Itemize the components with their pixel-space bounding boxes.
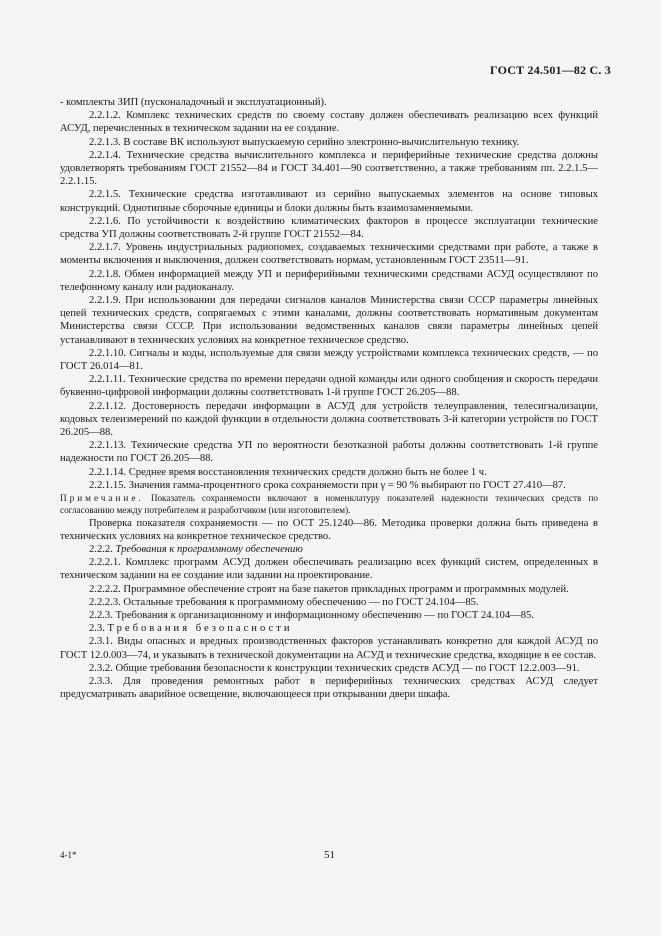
note — [60, 492, 598, 516]
paragraph: 2.2.1.12. Достоверность передачи информации в АСУД для устройств телеуправления, телесигнализации, кодовых телеизмерений по каждой функции в отдельности должна соответствовать 3-й категории устройств по ГОСТ 26.205—88. — [60, 400, 598, 439]
footer-mark: 4-1* — [60, 850, 77, 860]
paragraph: 2.2.1.4. Технические средства вычислительного комплекса и периферийные технические средства должны удовлетворять требованиям ГОСТ 21552—84 и ГОСТ 34.401—90 соответственно, а также требованиям пп. 2.2.1.5—2.2.1.15. — [60, 149, 598, 188]
note-label: Примечание. — [60, 493, 144, 504]
section-number: 2.3. — [89, 623, 108, 635]
paragraph: 2.2.3. Требования к организационному и информационному обеспечению — по ГОСТ 24.104—85. — [89, 609, 534, 621]
paragraph: 2.2.2.3. Остальные требования к программному обеспечению — по ГОСТ 24.104—85. — [89, 596, 479, 608]
note-text: Показатель сохраняемости включают в номенклатуру показателей надежности технических средств по согласованию между потребителем и разработчиком (или изготовителем). — [60, 493, 598, 516]
page-header: ГОСТ 24.501—82 С. 3 — [490, 63, 611, 77]
paragraph: 2.2.1.13. Технические средства УП по вероятности безотказной работы должны соответствовать 1-й группе надежности по ГОСТ 26.205—88. — [60, 440, 598, 465]
paragraph: 2.2.1.6. По устойчивости к воздействию климатических факторов в процессе эксплуатации технические средства УП должны соответствовать 2-й группе ГОСТ 21552—84. — [60, 215, 598, 241]
paragraph: 2.2.1.5. Технические средства изготавливают из серийно выпускаемых элементов на основе типовых конструкций. Однотипные сборочные единицы и блоки должны быть взаимозаменяемыми. — [60, 189, 598, 214]
section-heading — [60, 543, 598, 556]
paragraph: 2.2.1.10. Сигналы и коды, используемые для связи между устройствами комплекса технических средств, — по ГОСТ 26.014—81. — [60, 347, 598, 373]
body-text — [60, 96, 598, 701]
paragraph: 2.3.1. Виды опасных и вредных производственных факторов устанавливать конкретно для каждой АСУД по ГОСТ 12.0.003—74, и указывать в технической документации на АСУД и технические средства, входящие в ее состав. — [60, 636, 598, 661]
paragraph: 2.2.1.7. Уровень индустриальных радиопомех, создаваемых техническими средствами при работе, а также в моменты включения и выключения, должен соответствовать нормам, установленным ГОСТ 23511—91. — [60, 242, 598, 267]
paragraph: 2.2.1.3. В составе ВК используют выпускаемую серийно электронно-вычислительную технику. — [89, 136, 520, 148]
paragraph: 2.3.2. Общие требования безопасности к конструкции технических средств АСУД — по ГОСТ 12.2.003—91. — [89, 662, 580, 674]
paragraph: 2.2.2.2. Программное обеспечение строят на базе пакетов прикладных программ и программных модулей. — [89, 583, 569, 595]
section-title: Требования к программному обеспечению — [115, 543, 303, 555]
paragraph: 2.2.1.8. Обмен информацией между УП и периферийными техническими средствами АСУД осуществляют по телефонному каналу или радиоканалу. — [60, 268, 598, 293]
paragraph: Проверка показателя сохраняемости — по ОСТ 25.1240—86. Методика проверки должна быть приведена в технических условиях на конкретное техническое средство. — [60, 517, 598, 542]
section-heading — [60, 622, 598, 635]
paragraph: 2.3.3. Для проведения ремонтных работ в периферийных технических средствах АСУД следует предусматривать аварийное освещение, включающееся при открывании двери шкафа. — [60, 675, 598, 701]
paragraph: 2.2.1.2. Комплекс технических средств по своему составу должен обеспечивать реализацию всех функций АСУД, перечисленных в техническом задании на ее создание. — [60, 110, 598, 135]
section-title: Требования безопасности — [107, 623, 293, 635]
section-number: 2.2.2. — [89, 543, 116, 555]
page-number: 51 — [324, 849, 335, 861]
paragraph: 2.2.1.15. Значения гамма-процентного срока сохраняемости при γ = 90 % выбирают по ГОСТ 27.410—87. — [89, 479, 566, 491]
paragraph: 2.2.1.14. Среднее время восстановления технических средств должно быть не более 1 ч. — [89, 466, 487, 478]
paragraph: - комплекты ЗИП (пусконаладочный и эксплуатационный). — [60, 97, 327, 108]
paragraph: 2.2.1.9. При использовании для передачи сигналов каналов Министерства связи СССР параметры линейных цепей технических средств, сопрягаемых с этими каналами, должны соответствовать нормативным документам Министерства связи СССР. При использовании ведомственных каналов связи параметры линейных цепей устанавливают в технических условиях на конкретное техническое средство. — [60, 295, 598, 346]
paragraph: 2.2.1.11. Технические средства по времени передачи одной команды или одного сообщения и скорость передачи буквенно-цифровой информации должны соответствовать 1-й группе ГОСТ 26.205—88. — [60, 374, 598, 399]
paragraph: 2.2.2.1. Комплекс программ АСУД должен обеспечивать реализацию всех функций систем, определенных в техническом задании на ее создание или задании на проектирование. — [60, 557, 598, 582]
